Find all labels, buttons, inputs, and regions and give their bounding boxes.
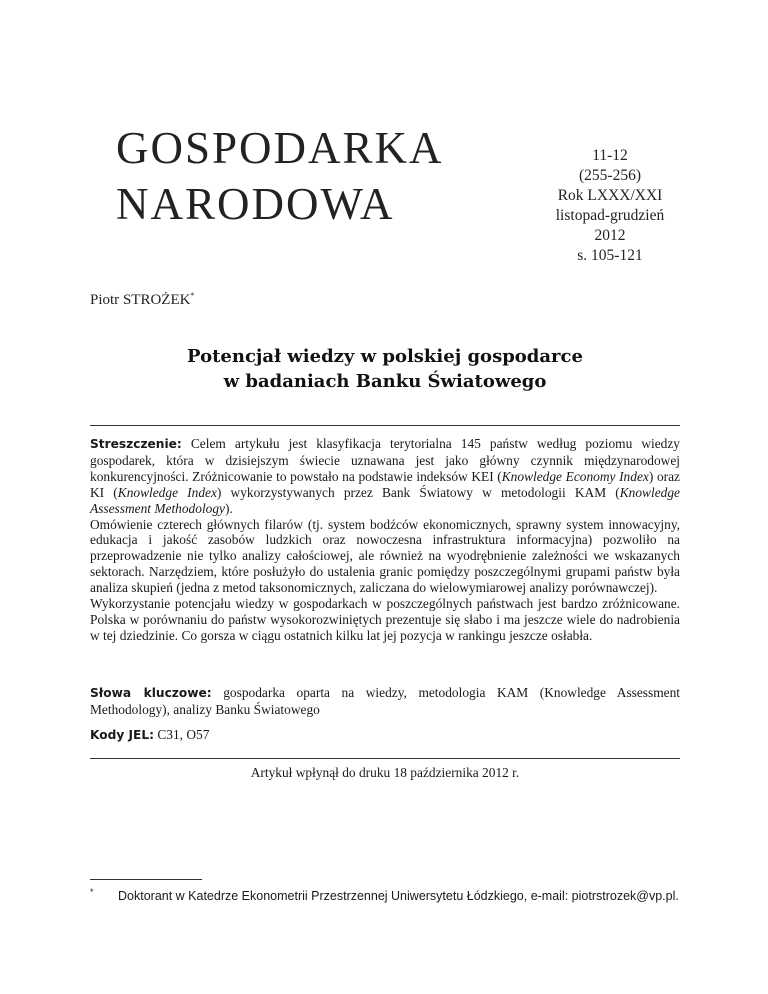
author-first-name: Piotr: [90, 292, 120, 308]
journal-title-line2: NARODOWA: [116, 179, 395, 229]
journal-title: [116, 120, 516, 232]
abstract-bottom-rule: [90, 758, 680, 759]
author-name: [90, 291, 194, 309]
abstract-paragraph-1: [90, 436, 680, 517]
footnote-rule: [90, 879, 202, 880]
issue-number: 11-12: [592, 147, 628, 164]
article-title: [90, 344, 680, 394]
abstract-kam-term: Knowledge Assessment Methodology: [90, 484, 680, 516]
abstract-paragraph-2: Omówienie czterech głównych filarów (tj. system bodźców ekonomicznych, sprawny system innowacyjny, edukacja i jakość zasobów ludzkich oraz nowoczesna infrastruktura informacyjna) pozwoliło na przeprowadzenie nie tylko analizy całościowej, ale również na wyodrębnienie zależności we wskazanych sektorach. Narzędziem, które posłużyło do ustalenia granic pomiędzy poszczególnymi grupami państw była analiza skupień (jedna z metod taksonomicznych, zaliczana do wielowymiarowej analizy porównawczej).: [90, 516, 680, 596]
abstract-ki-term: Knowledge Index: [117, 484, 217, 500]
article-title-line2: w badaniach Banku Światowego: [223, 371, 547, 392]
abstract-paragraph-3: Wykorzystanie potencjału wiedzy w gospodarkach w poszczególnych państwach jest bardzo zróżnicowane. Polska w porównaniu do państw wysokorozwiniętych prezentuje się słabo i ma jeszcze wiele do nadrobienia w tej dziedzinie. Co gorsza w ciągu ostatnich kilku lat jej pozycja w rankingu jeszcze osłabła.: [90, 596, 680, 643]
issue-year-roman: Rok LXXX/XXI: [557, 187, 663, 204]
jel-text: C31, O57: [154, 727, 210, 742]
footnote-mark: *: [90, 887, 94, 897]
abstract-text-a: Celem artykułu jest klasyfikacja terytorialna 145 państw według poziomu wiedzy gospodarek, która w dzisiejszym świecie uznawana jest jako główny czynnik międzynarodowej konkurencyjności. Zróżnicowanie to powstało na podstawie indeksów KEI (: [90, 436, 680, 484]
abstract-kei-term: Knowledge Economy Index: [501, 468, 649, 484]
received-date: Artykuł wpłynął do druku 18 października 2012 r.: [250, 765, 520, 780]
jel-codes: [90, 727, 680, 743]
article-title-line1: Potencjał wiedzy w polskiej gospodarce: [187, 346, 583, 367]
abstract-top-rule: [90, 425, 680, 426]
author-footnote-mark: *: [190, 291, 195, 300]
journal-title-line1: GOSPODARKA: [116, 123, 444, 173]
issue-info: [542, 146, 678, 266]
keywords-label: Słowa kluczowe:: [90, 686, 212, 700]
issue-pages: s. 105-121: [577, 247, 643, 264]
abstract-label: Streszczenie:: [90, 437, 182, 451]
keywords: [90, 685, 680, 718]
abstract-text-d: ).: [225, 500, 233, 516]
abstract: [90, 436, 680, 644]
issue-number-alt: (255-256): [579, 167, 641, 184]
footnote-text: Doktorant w Katedrze Ekonometrii Przestrzennej Uniwersytetu Łódzkiego, e-mail: piotrstrozek@vp.pl.: [118, 889, 679, 903]
issue-months: listopad-grudzień: [555, 207, 665, 224]
author-last-name: STROŻEK: [122, 292, 191, 308]
jel-label: Kody JEL:: [90, 728, 155, 742]
keywords-text: gospodarka oparta na wiedzy, metodologia KAM (Knowledge Assessment Methodology), analizy Banku Światowego: [90, 685, 681, 717]
abstract-text-c: ) wykorzystywanych przez Bank Światowy w metodologii KAM (: [216, 484, 620, 500]
issue-year: 2012: [594, 227, 626, 244]
footnote: [90, 888, 680, 905]
abstract-text-b: ) oraz KI (: [90, 468, 680, 500]
